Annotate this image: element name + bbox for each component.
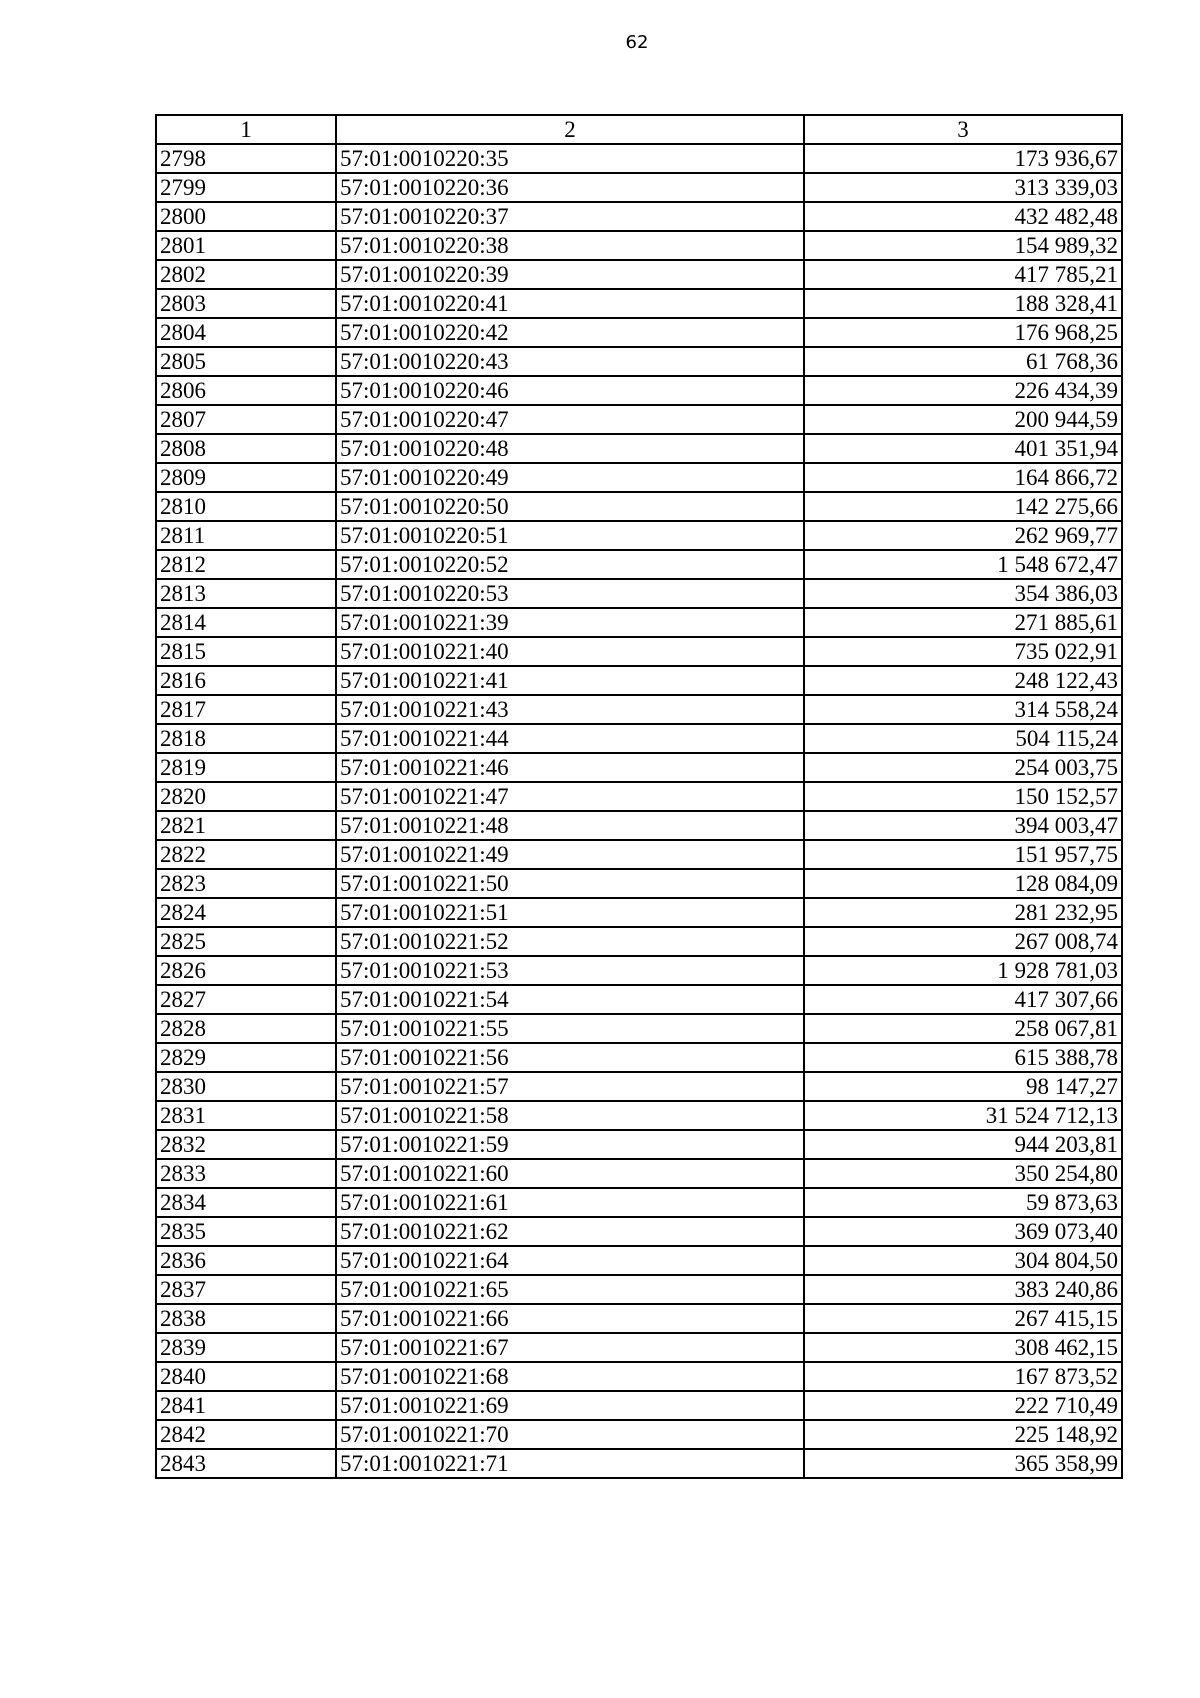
cadastral-number-cell: 57:01:0010221:41 bbox=[336, 666, 804, 695]
cadastral-number-cell: 57:01:0010220:42 bbox=[336, 318, 804, 347]
cadastral-number-cell: 57:01:0010221:53 bbox=[336, 956, 804, 985]
value-cell: 383 240,86 bbox=[804, 1275, 1122, 1304]
value-cell: 200 944,59 bbox=[804, 405, 1122, 434]
table-row bbox=[156, 956, 1122, 985]
row-number-cell: 2808 bbox=[156, 434, 336, 463]
row-number-cell: 2842 bbox=[156, 1420, 336, 1449]
value-cell: 254 003,75 bbox=[804, 753, 1122, 782]
table-row bbox=[156, 318, 1122, 347]
cadastral-number-cell: 57:01:0010221:71 bbox=[336, 1449, 804, 1478]
row-number-cell: 2830 bbox=[156, 1072, 336, 1101]
cadastral-number-cell: 57:01:0010220:43 bbox=[336, 347, 804, 376]
row-number-cell: 2821 bbox=[156, 811, 336, 840]
value-cell: 142 275,66 bbox=[804, 492, 1122, 521]
row-number-cell: 2816 bbox=[156, 666, 336, 695]
row-number-cell: 2800 bbox=[156, 202, 336, 231]
table-row bbox=[156, 985, 1122, 1014]
value-cell: 188 328,41 bbox=[804, 289, 1122, 318]
table-row bbox=[156, 608, 1122, 637]
row-number-cell: 2799 bbox=[156, 173, 336, 202]
row-number-cell: 2836 bbox=[156, 1246, 336, 1275]
cadastral-number-cell: 57:01:0010221:57 bbox=[336, 1072, 804, 1101]
row-number-cell: 2822 bbox=[156, 840, 336, 869]
value-cell: 267 008,74 bbox=[804, 927, 1122, 956]
value-cell: 164 866,72 bbox=[804, 463, 1122, 492]
table-row bbox=[156, 289, 1122, 318]
table-row bbox=[156, 463, 1122, 492]
value-cell: 394 003,47 bbox=[804, 811, 1122, 840]
table-row bbox=[156, 202, 1122, 231]
value-cell: 226 434,39 bbox=[804, 376, 1122, 405]
table-row bbox=[156, 1420, 1122, 1449]
row-number-cell: 2803 bbox=[156, 289, 336, 318]
cadastral-number-cell: 57:01:0010221:69 bbox=[336, 1391, 804, 1420]
row-number-cell: 2823 bbox=[156, 869, 336, 898]
table-row bbox=[156, 376, 1122, 405]
value-cell: 369 073,40 bbox=[804, 1217, 1122, 1246]
cadastral-number-cell: 57:01:0010221:61 bbox=[336, 1188, 804, 1217]
value-cell: 504 115,24 bbox=[804, 724, 1122, 753]
value-cell: 271 885,61 bbox=[804, 608, 1122, 637]
value-cell: 417 307,66 bbox=[804, 985, 1122, 1014]
value-cell: 59 873,63 bbox=[804, 1188, 1122, 1217]
value-cell: 31 524 712,13 bbox=[804, 1101, 1122, 1130]
table-row bbox=[156, 521, 1122, 550]
table-row bbox=[156, 753, 1122, 782]
column-header-3: 3 bbox=[804, 115, 1122, 144]
value-cell: 225 148,92 bbox=[804, 1420, 1122, 1449]
table-row bbox=[156, 811, 1122, 840]
value-cell: 365 358,99 bbox=[804, 1449, 1122, 1478]
table-row bbox=[156, 1275, 1122, 1304]
row-number-cell: 2829 bbox=[156, 1043, 336, 1072]
row-number-cell: 2813 bbox=[156, 579, 336, 608]
value-cell: 98 147,27 bbox=[804, 1072, 1122, 1101]
cadastral-number-cell: 57:01:0010220:35 bbox=[336, 144, 804, 173]
table-row bbox=[156, 1449, 1122, 1478]
cadastral-number-cell: 57:01:0010220:50 bbox=[336, 492, 804, 521]
table-row bbox=[156, 927, 1122, 956]
row-number-cell: 2840 bbox=[156, 1362, 336, 1391]
cadastral-number-cell: 57:01:0010220:51 bbox=[336, 521, 804, 550]
value-cell: 735 022,91 bbox=[804, 637, 1122, 666]
value-cell: 615 388,78 bbox=[804, 1043, 1122, 1072]
cadastral-number-cell: 57:01:0010220:37 bbox=[336, 202, 804, 231]
row-number-cell: 2837 bbox=[156, 1275, 336, 1304]
row-number-cell: 2814 bbox=[156, 608, 336, 637]
table-row bbox=[156, 144, 1122, 173]
value-cell: 1 548 672,47 bbox=[804, 550, 1122, 579]
value-cell: 128 084,09 bbox=[804, 869, 1122, 898]
row-number-cell: 2820 bbox=[156, 782, 336, 811]
data-table-container bbox=[155, 114, 1123, 1479]
value-cell: 167 873,52 bbox=[804, 1362, 1122, 1391]
cadastral-number-cell: 57:01:0010220:36 bbox=[336, 173, 804, 202]
table-row bbox=[156, 869, 1122, 898]
cadastral-number-cell: 57:01:0010221:52 bbox=[336, 927, 804, 956]
table-row bbox=[156, 840, 1122, 869]
row-number-cell: 2819 bbox=[156, 753, 336, 782]
value-cell: 176 968,25 bbox=[804, 318, 1122, 347]
table-row bbox=[156, 1043, 1122, 1072]
cadastral-number-cell: 57:01:0010220:53 bbox=[336, 579, 804, 608]
row-number-cell: 2806 bbox=[156, 376, 336, 405]
cadastral-number-cell: 57:01:0010220:48 bbox=[336, 434, 804, 463]
cadastral-number-cell: 57:01:0010220:39 bbox=[336, 260, 804, 289]
cadastral-number-cell: 57:01:0010220:47 bbox=[336, 405, 804, 434]
table-row bbox=[156, 231, 1122, 260]
cadastral-number-cell: 57:01:0010220:41 bbox=[336, 289, 804, 318]
row-number-cell: 2827 bbox=[156, 985, 336, 1014]
row-number-cell: 2798 bbox=[156, 144, 336, 173]
value-cell: 258 067,81 bbox=[804, 1014, 1122, 1043]
row-number-cell: 2815 bbox=[156, 637, 336, 666]
cadastral-number-cell: 57:01:0010221:62 bbox=[336, 1217, 804, 1246]
row-number-cell: 2818 bbox=[156, 724, 336, 753]
value-cell: 281 232,95 bbox=[804, 898, 1122, 927]
row-number-cell: 2839 bbox=[156, 1333, 336, 1362]
value-cell: 313 339,03 bbox=[804, 173, 1122, 202]
cadastral-number-cell: 57:01:0010221:48 bbox=[336, 811, 804, 840]
table-row bbox=[156, 1362, 1122, 1391]
cadastral-number-cell: 57:01:0010221:51 bbox=[336, 898, 804, 927]
cadastral-number-cell: 57:01:0010220:52 bbox=[336, 550, 804, 579]
cadastral-number-cell: 57:01:0010221:46 bbox=[336, 753, 804, 782]
cadastral-number-cell: 57:01:0010220:46 bbox=[336, 376, 804, 405]
table-row bbox=[156, 1304, 1122, 1333]
cadastral-number-cell: 57:01:0010221:49 bbox=[336, 840, 804, 869]
table-body bbox=[156, 144, 1122, 1478]
value-cell: 350 254,80 bbox=[804, 1159, 1122, 1188]
cadastral-number-cell: 57:01:0010221:70 bbox=[336, 1420, 804, 1449]
row-number-cell: 2832 bbox=[156, 1130, 336, 1159]
cadastral-number-cell: 57:01:0010221:58 bbox=[336, 1101, 804, 1130]
row-number-cell: 2833 bbox=[156, 1159, 336, 1188]
table-row bbox=[156, 492, 1122, 521]
row-number-cell: 2834 bbox=[156, 1188, 336, 1217]
column-header-1: 1 bbox=[156, 115, 336, 144]
cadastral-number-cell: 57:01:0010221:55 bbox=[336, 1014, 804, 1043]
value-cell: 154 989,32 bbox=[804, 231, 1122, 260]
row-number-cell: 2838 bbox=[156, 1304, 336, 1333]
value-cell: 61 768,36 bbox=[804, 347, 1122, 376]
table-row bbox=[156, 898, 1122, 927]
row-number-cell: 2812 bbox=[156, 550, 336, 579]
value-cell: 401 351,94 bbox=[804, 434, 1122, 463]
cadastral-number-cell: 57:01:0010221:43 bbox=[336, 695, 804, 724]
value-cell: 314 558,24 bbox=[804, 695, 1122, 724]
table-row bbox=[156, 695, 1122, 724]
value-cell: 432 482,48 bbox=[804, 202, 1122, 231]
table-row bbox=[156, 1391, 1122, 1420]
value-cell: 308 462,15 bbox=[804, 1333, 1122, 1362]
table-row bbox=[156, 579, 1122, 608]
row-number-cell: 2801 bbox=[156, 231, 336, 260]
cadastral-number-cell: 57:01:0010220:49 bbox=[336, 463, 804, 492]
table-row bbox=[156, 1101, 1122, 1130]
value-cell: 262 969,77 bbox=[804, 521, 1122, 550]
table-row bbox=[156, 1130, 1122, 1159]
table-row bbox=[156, 434, 1122, 463]
cadastral-number-cell: 57:01:0010221:68 bbox=[336, 1362, 804, 1391]
table-row bbox=[156, 405, 1122, 434]
row-number-cell: 2804 bbox=[156, 318, 336, 347]
header-row bbox=[156, 115, 1122, 144]
row-number-cell: 2843 bbox=[156, 1449, 336, 1478]
row-number-cell: 2809 bbox=[156, 463, 336, 492]
row-number-cell: 2828 bbox=[156, 1014, 336, 1043]
cadastral-number-cell: 57:01:0010221:59 bbox=[336, 1130, 804, 1159]
table-row bbox=[156, 1159, 1122, 1188]
cadastral-number-cell: 57:01:0010221:65 bbox=[336, 1275, 804, 1304]
table-row bbox=[156, 782, 1122, 811]
value-cell: 304 804,50 bbox=[804, 1246, 1122, 1275]
value-cell: 222 710,49 bbox=[804, 1391, 1122, 1420]
row-number-cell: 2805 bbox=[156, 347, 336, 376]
value-cell: 1 928 781,03 bbox=[804, 956, 1122, 985]
value-cell: 417 785,21 bbox=[804, 260, 1122, 289]
table-row bbox=[156, 1188, 1122, 1217]
cadastral-number-cell: 57:01:0010221:66 bbox=[336, 1304, 804, 1333]
cadastral-number-cell: 57:01:0010221:54 bbox=[336, 985, 804, 1014]
cadastral-number-cell: 57:01:0010220:38 bbox=[336, 231, 804, 260]
cadastral-number-cell: 57:01:0010221:40 bbox=[336, 637, 804, 666]
table-row bbox=[156, 347, 1122, 376]
table-row bbox=[156, 1333, 1122, 1362]
value-cell: 944 203,81 bbox=[804, 1130, 1122, 1159]
table-row bbox=[156, 724, 1122, 753]
row-number-cell: 2824 bbox=[156, 898, 336, 927]
cadastral-number-cell: 57:01:0010221:60 bbox=[336, 1159, 804, 1188]
value-cell: 267 415,15 bbox=[804, 1304, 1122, 1333]
page-number: 62 bbox=[625, 32, 649, 53]
cadastral-number-cell: 57:01:0010221:64 bbox=[336, 1246, 804, 1275]
row-number-cell: 2810 bbox=[156, 492, 336, 521]
cadastral-number-cell: 57:01:0010221:67 bbox=[336, 1333, 804, 1362]
cadastral-number-cell: 57:01:0010221:47 bbox=[336, 782, 804, 811]
row-number-cell: 2825 bbox=[156, 927, 336, 956]
value-cell: 354 386,03 bbox=[804, 579, 1122, 608]
value-cell: 151 957,75 bbox=[804, 840, 1122, 869]
row-number-cell: 2807 bbox=[156, 405, 336, 434]
table-row bbox=[156, 260, 1122, 289]
table-row bbox=[156, 666, 1122, 695]
row-number-cell: 2826 bbox=[156, 956, 336, 985]
cadastral-number-cell: 57:01:0010221:56 bbox=[336, 1043, 804, 1072]
row-number-cell: 2841 bbox=[156, 1391, 336, 1420]
cadastral-number-cell: 57:01:0010221:44 bbox=[336, 724, 804, 753]
table-row bbox=[156, 637, 1122, 666]
row-number-cell: 2817 bbox=[156, 695, 336, 724]
value-cell: 248 122,43 bbox=[804, 666, 1122, 695]
row-number-cell: 2835 bbox=[156, 1217, 336, 1246]
value-cell: 150 152,57 bbox=[804, 782, 1122, 811]
cadastral-value-table bbox=[155, 114, 1123, 1479]
table-row bbox=[156, 1217, 1122, 1246]
table-row bbox=[156, 550, 1122, 579]
table-row bbox=[156, 1246, 1122, 1275]
column-header-2: 2 bbox=[336, 115, 804, 144]
row-number-cell: 2802 bbox=[156, 260, 336, 289]
table-row bbox=[156, 173, 1122, 202]
cadastral-number-cell: 57:01:0010221:39 bbox=[336, 608, 804, 637]
row-number-cell: 2831 bbox=[156, 1101, 336, 1130]
table-row bbox=[156, 1014, 1122, 1043]
cadastral-number-cell: 57:01:0010221:50 bbox=[336, 869, 804, 898]
value-cell: 173 936,67 bbox=[804, 144, 1122, 173]
row-number-cell: 2811 bbox=[156, 521, 336, 550]
table-row bbox=[156, 1072, 1122, 1101]
